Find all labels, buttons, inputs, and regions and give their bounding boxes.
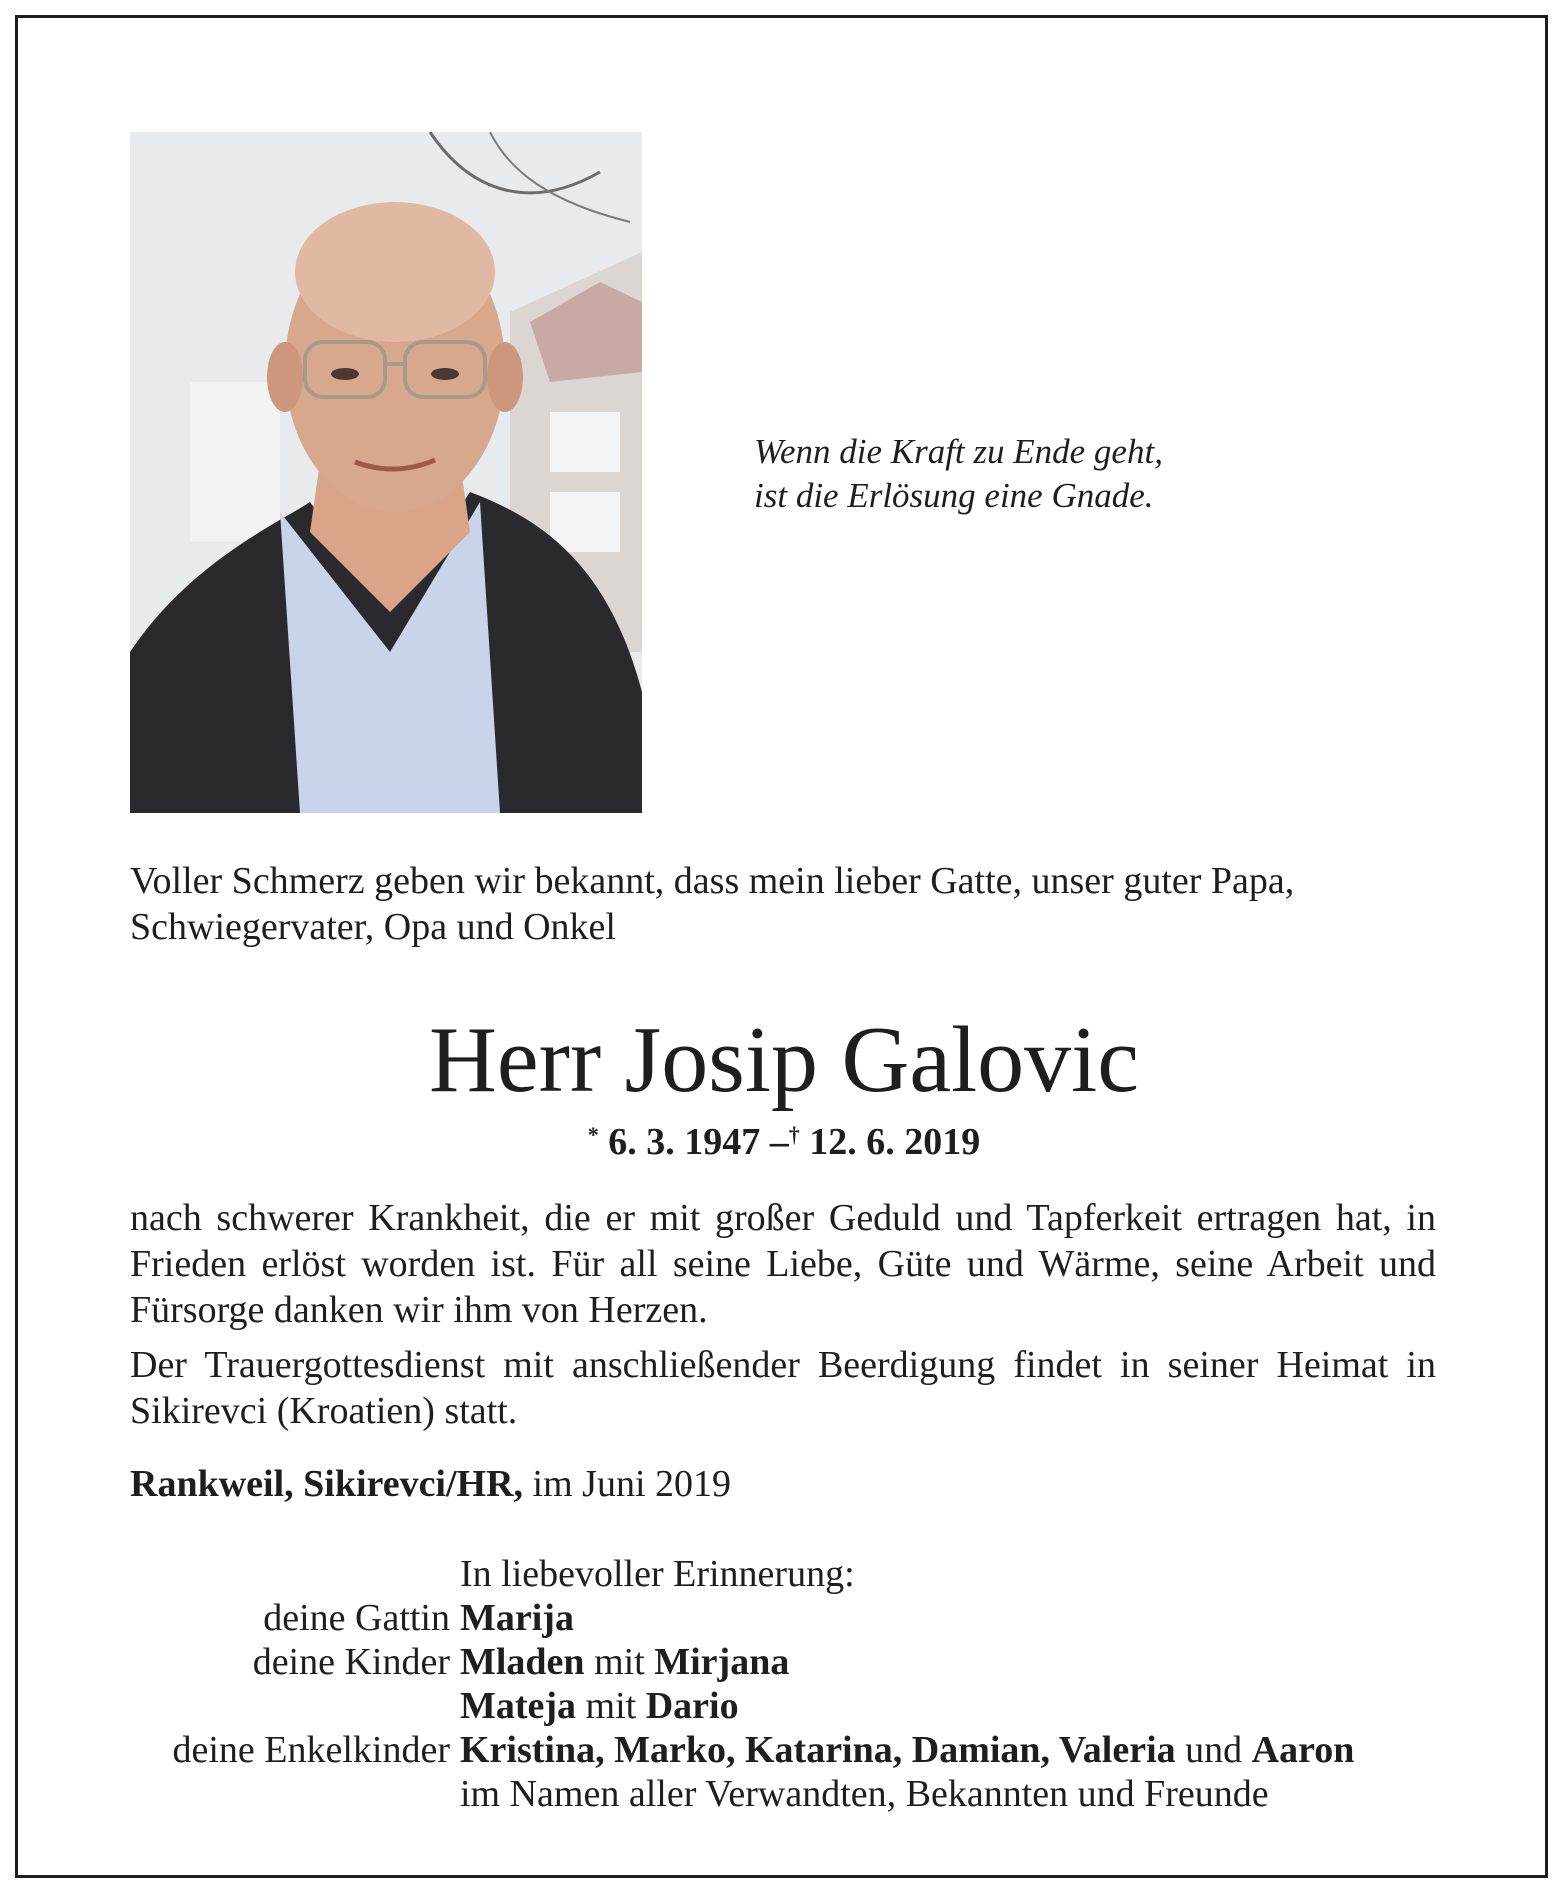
portrait-photo bbox=[130, 132, 642, 813]
death-symbol: † bbox=[788, 1122, 800, 1147]
birth-symbol: * bbox=[587, 1122, 599, 1147]
spouse-label: deine Gattin bbox=[263, 1597, 450, 1639]
date-separator: – bbox=[769, 1121, 789, 1163]
quote bbox=[754, 430, 1163, 518]
child-1-with: mit bbox=[594, 1641, 645, 1683]
grandchildren-last: Aaron bbox=[1251, 1729, 1355, 1771]
intro-text: Voller Schmerz geben wir bekannt, dass mein lieber Gatte, unser guter Papa, Schwiegervater, Opa und Onkel bbox=[130, 860, 1295, 948]
spouse-name: Marija bbox=[460, 1597, 574, 1639]
child-1-name: Mladen bbox=[460, 1641, 585, 1683]
life-dates bbox=[0, 1120, 1568, 1164]
child-2-with: mit bbox=[585, 1685, 637, 1727]
body-paragraph-2: Der Trauergottesdienst mit anschließender Beerdigung findet in seiner Heimat in Sikirevci (Kroatien) statt. bbox=[130, 1344, 1436, 1432]
grandchildren-and: und bbox=[1185, 1729, 1243, 1771]
quote-line-2: ist die Erlösung eine Gnade. bbox=[754, 476, 1154, 515]
birth-date: 6. 3. 1947 bbox=[608, 1121, 761, 1163]
grandchildren-label: deine Enkelkinder bbox=[172, 1729, 450, 1771]
children-label: deine Kinder bbox=[252, 1641, 450, 1683]
remembrance-list bbox=[0, 1552, 1568, 1816]
body-paragraph-1: nach schwerer Krankheit, die er mit großer Geduld und Tapferkeit ertragen hat, in Frieden erlöst worden ist. Für all seine Liebe, Güte und Wärme, seine Arbeit und Fürsorge danken wir ihm von Herzen. bbox=[130, 1197, 1436, 1331]
deceased-name: Herr Josip Galovic bbox=[428, 1008, 1140, 1112]
death-date: 12. 6. 2019 bbox=[809, 1121, 981, 1163]
quote-line-1: Wenn die Kraft zu Ende geht, bbox=[754, 432, 1163, 471]
closing-line: im Namen aller Verwandten, Bekannten und Freunde bbox=[460, 1773, 1269, 1815]
place-date bbox=[130, 1462, 731, 1506]
place-location: Rankweil, Sikirevci/HR, bbox=[130, 1463, 524, 1505]
child-2-partner: Dario bbox=[645, 1685, 739, 1727]
grandchildren-names: Kristina, Marko, Katarina, Damian, Valeria bbox=[460, 1729, 1176, 1771]
remembrance-heading: In liebevoller Erinnerung: bbox=[460, 1553, 855, 1595]
child-2-name: Mateja bbox=[460, 1685, 577, 1727]
child-1-partner: Mirjana bbox=[654, 1641, 790, 1683]
place-month: im Juni 2019 bbox=[532, 1463, 732, 1505]
